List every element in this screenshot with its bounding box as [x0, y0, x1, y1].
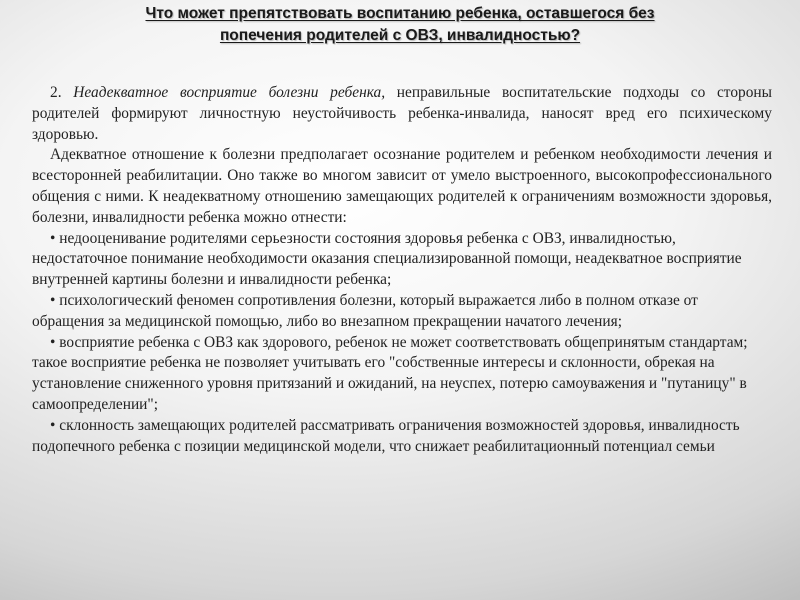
bullet-item-1: • недооценивание родителями серьезности состояния здоровья ребенка с ОВЗ, инвалидностью, недостаточное понимание необходимости оказания специализированной помощи, неадекватное восприятие внутренней картины болезни и инвалидности ребенка;	[32, 229, 742, 289]
bullet-item-4: • склонность замещающих родителей рассматривать ограничения возможностей здоровья, инвалидность подопечного ребенка с позиции медицинской модели, что снижает реабилитационный потенциал семьи	[32, 416, 740, 455]
slide-title-line-1: Что может препятствовать воспитанию ребенка, оставшегося без	[145, 5, 655, 22]
paragraph-1-number: 2.	[50, 84, 74, 101]
bullet-item-3: • восприятие ребенка с ОВЗ как здорового, ребенок не может соответствовать общепринятым стандартам; такое восприятие ребенка не позволяет учитывать его "собственные интересы и склонности, обрекая на установление сниженного уровня притязаний и ожиданий, на неуспех, потерю самоуважения и "путаницу" в самоопределении";	[32, 333, 748, 413]
slide-title-line-2: попечения родителей с ОВЗ, инвалидностью?	[219, 27, 581, 44]
paragraph-1-emphasis: Неадекватное восприятие болезни ребенка,	[73, 84, 386, 101]
bullet-item-2: • психологический феномен сопротивления болезни, который выражается либо в полном отказе от обращения за медицинской помощью, либо во внезапном прекращении начатого лечения;	[32, 291, 698, 330]
paragraph-1-text: неправильные воспитательские подходы со стороны родителей формируют личностную неустойчивость ребенка-инвалида, наносят вред его психическому здоровью.	[32, 84, 772, 143]
slide-body	[32, 83, 772, 457]
paragraph-2: Адекватное отношение к болезни предполагает осознание родителем и ребенком необходимости лечения и всесторонней реабилитации. Оно также во многом зависит от умело выстроенного, высокопрофессионального общения с ними. К неадекватному отношению замещающих родителей к ограничениям возможности здоровья, болезни, инвалидности ребенка можно отнести:	[32, 146, 772, 226]
paragraph-1	[32, 83, 772, 145]
slide-title	[20, 3, 780, 47]
